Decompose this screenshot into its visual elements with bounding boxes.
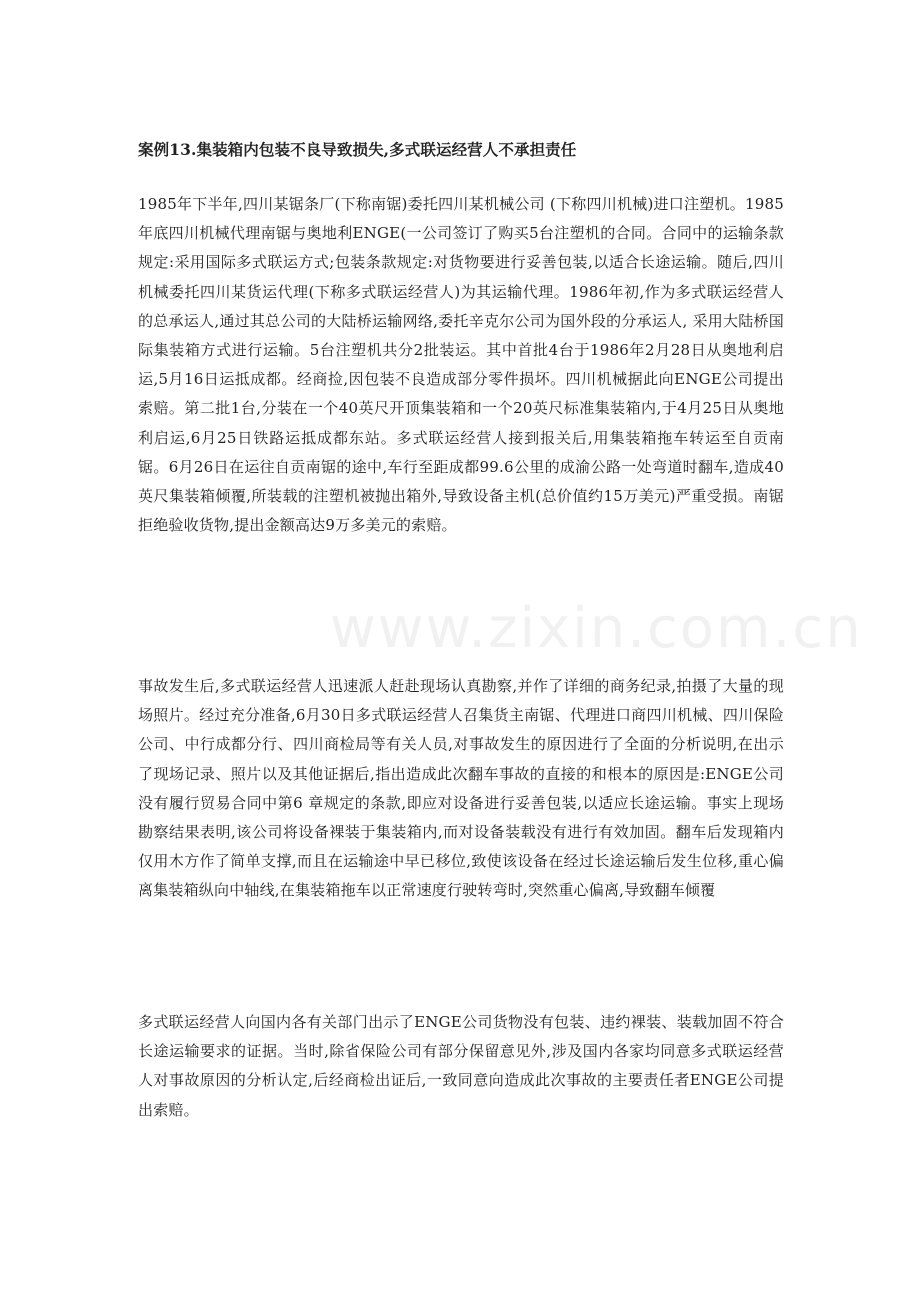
paragraph-conclusion: 多式联运经营人向国内各有关部门出示了ENGE公司货物没有包装、违约裸装、装载加固不符合长途运输要求的证据。当时,除省保险公司有部分保留意见外,涉及国内各家均同意多式联运经营人对事故原因的分析认定,后经商检出证后,一致同意向造成此次事故的主要责任者ENGE公司提出索赔。 — [138, 1013, 784, 1119]
paragraph-investigation: 事故发生后,多式联运经营人迅速派人赶赴现场认真勘察,并作了详细的商务纪录,拍摄了大量的现场照片。经过充分准备,6月30日多式联运经营人召集货主南锯、代理进口商四川机械、四川保险公司、中行成都分行、四川商检局等有关人员,对事故发生的原因进行了全面的分析说明,在出示了现场记录、照片以及其他证据后,指出造成此次翻车事故的直接的和根本的原因是:ENGE公司没有履行贸易合同中第6 章规定的条款,即应对设备进行妥善包装,以适应长途运输。事实上现场勘察结果表明,该公司将设备裸装于集装箱内,而对设备装载没有进行有效加固。翻车后发现箱内仅用木方作了简单支撑,而且在运输途中早已移位,致使该设备在经过长途运输后发生位移,重心偏离集装箱纵向中轴线,在集装箱拖车以正常速度行驶转弯时,突然重心偏离,导致翻车倾覆 — [138, 677, 784, 900]
case-title: 案例13.集装箱内包装不良导致损失,多式联运经营人不承担责任 — [138, 140, 577, 159]
paragraph-background: 1985年下半年,四川某锯条厂(下称南锯)委托四川某机械公司 (下称四川机械)进口注塑机。1985年底四川机械代理南锯与奥地利ENGE(一公司签订了购买5台注塑机的合同。合同中的运输条款规定:采用国际多式联运方式;包装条款规定:对货物要进行妥善包装,以适合长途运输。随后,四川机械委托四川某货运代理(下称多式联运经营人)为其运输代理。1986年初,作为多式联运经营人的总承运人,通过其总公司的大陆桥运输网络,委托辛克尔公司为国外段的分承运人, 采用大陆桥国际集装箱方式进行运输。5台注塑机共分2批装运。其中首批4台于1986年2月28日从奥地利启运,5月16日运抵成都。经商捡,因包装不良造成部分零件损坏。四川机械据此向ENGE公司提出索赔。第二批1台,分装在一个40英尺开顶集装箱和一个20英尺标准集装箱内,于4月25日从奥地利启运,6月25日铁路运抵成都东站。多式联运经营人接到报关后,用集装箱拖车转运至自贡南锯。6月26日在运往自贡南锯的途中,车行至距成都99.6公里的成渝公路一处弯道时翻车,造成40英尺集装箱倾覆,所装载的注塑机被抛出箱外,导致设备主机(总价值约15万美元)严重受损。南锯拒绝验收货物,提出金额高达9万多美元的索赔。 — [138, 195, 784, 535]
site-watermark: www.zixin.com.cn — [330, 596, 863, 661]
